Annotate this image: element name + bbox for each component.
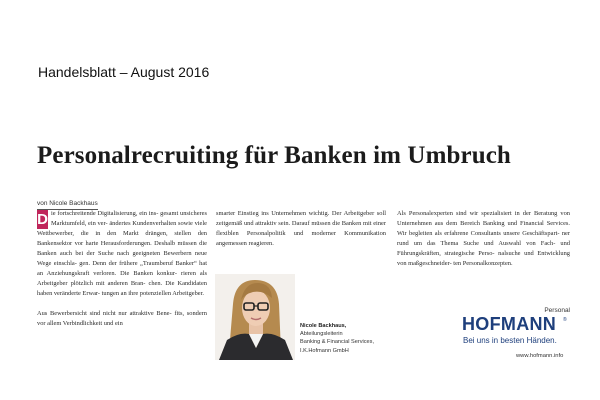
logo-personal-text: Personal xyxy=(544,307,570,314)
column-3-paragraph-1: Als Personalexperten sind wir spezialisiert in der Beratung von Unternehmen aus dem Bereich Banking und Financial Services. Wir begleiten als erfahrene Consultants unsere Geschäftspart- ner rund um das Thema Suche und Auswahl von Fach- und Führungskräften, strategische Perso- nalsuche und Entwicklung von maßgeschneider- ten Personalkonzepten. xyxy=(397,210,570,267)
dropcap: D xyxy=(37,211,48,228)
website-url: www.hofmann.info xyxy=(516,353,564,359)
column-1-paragraph-1: ie fortschreitende Digitalisierung, ein ins- gesamt unsicheres Marktumfeld, ein ver- ändertes Kundenverhalten sowie viele Wettbewerber, die in den Markt drängen, stellen den Bankensektor vor harte Herausforderungen. Deshalb müssen die Banken auch bei der Suche nach geeigneten Bewerbern neue Wege einschla- gen. Denn der frühere „Traumberuf Banker“ hat an Anziehungskraft verloren. Die Banken konkur- rieren als Arbeitgeber plötzlich mit anderen Bran- chen. Die Kandidaten haben veränderte Erwar- tungen an ihre potenziellen Arbeitgeber. xyxy=(37,210,207,297)
headline: Personalrecruiting für Banken im Umbruch xyxy=(37,142,511,169)
portrait-illustration xyxy=(215,274,295,360)
column-1-paragraph-2: Aus Bewerbersicht sind nicht nur attraktive Bene- fits, sondern vor allem Verbindlichkeit und ein xyxy=(37,310,207,327)
caption-name: Nicole Backhaus, xyxy=(300,323,347,329)
byline-container xyxy=(37,192,98,210)
hofmann-logo xyxy=(462,309,574,349)
logo-registered-mark: ® xyxy=(563,317,567,323)
source-line: Handelsblatt – August 2016 xyxy=(38,64,210,80)
byline: von Nicole Backhaus xyxy=(37,200,98,210)
caption-department: Banking & Financial Services, xyxy=(300,339,374,346)
logo-wordmark: HOFMANN xyxy=(462,314,557,334)
article-column-2 xyxy=(216,209,386,259)
article-column-1 xyxy=(37,209,207,339)
column-2-paragraph-1: smarter Einstieg ins Unternehmen wichtig. Der Arbeitgeber soll zeitgemäß und attraktiv sein. Darauf müssen die Banken mit einer flexiblen Personalpolitik und moderner Kommunikation angemessen reagieren. xyxy=(216,210,386,247)
caption-company: I.K.Hofmann GmbH xyxy=(300,347,349,354)
article-column-3 xyxy=(397,209,570,279)
caption-role: Abteilungsleiterin xyxy=(300,331,343,338)
logo-tagline: Bei uns in besten Händen. xyxy=(463,336,557,345)
portrait-photo xyxy=(215,274,295,360)
portrait-caption xyxy=(300,322,390,355)
